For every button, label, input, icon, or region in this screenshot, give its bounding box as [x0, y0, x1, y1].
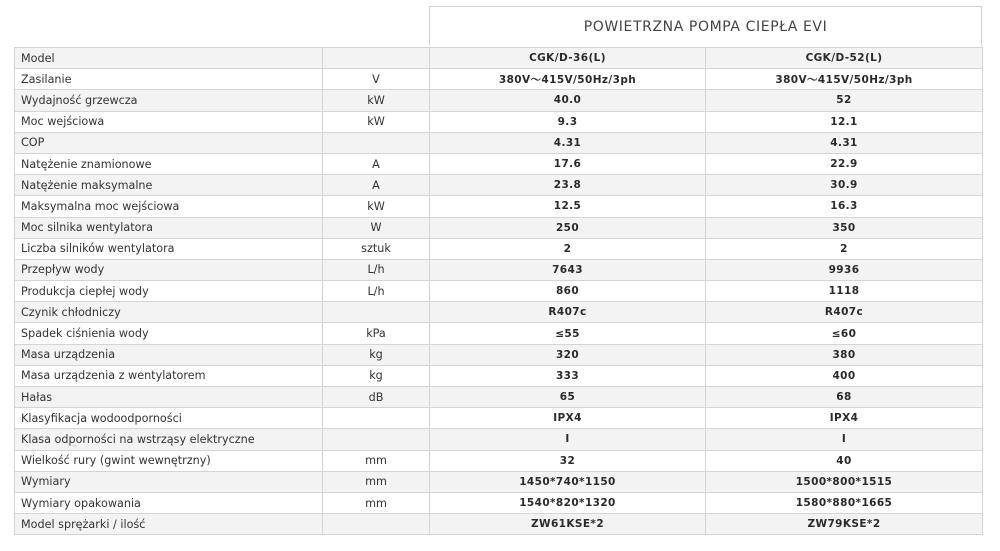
- model-2-value-cell: 12.1: [706, 111, 983, 132]
- model-2-value-cell: 380V～415V/50Hz/3ph: [706, 69, 983, 90]
- model-1-value-cell: 7643: [430, 259, 706, 280]
- model-2-value-cell: 52: [706, 90, 983, 111]
- table-row: [15, 408, 983, 429]
- param-name-cell: Natężenie znamionowe: [15, 153, 323, 174]
- unit-cell: kW: [323, 196, 430, 217]
- model-1-value-cell: 9.3: [430, 111, 706, 132]
- unit-cell: kW: [323, 111, 430, 132]
- model-1-value-cell: I: [430, 429, 706, 450]
- unit-cell: dB: [323, 387, 430, 408]
- model-1-value-cell: 1540*820*1320: [430, 492, 706, 513]
- unit-cell: [323, 302, 430, 323]
- model-1-value-cell: 4.31: [430, 132, 706, 153]
- table-row: [15, 471, 983, 492]
- table-row: [15, 429, 983, 450]
- unit-cell: mm: [323, 471, 430, 492]
- param-name-cell: Maksymalna moc wejściowa: [15, 196, 323, 217]
- model-1-value-cell: CGK/D-36(L): [430, 48, 706, 69]
- model-1-value-cell: 860: [430, 281, 706, 302]
- model-2-value-cell: 380: [706, 344, 983, 365]
- table-row: [15, 69, 983, 90]
- param-name-cell: Przepływ wody: [15, 259, 323, 280]
- param-name-cell: Klasa odporności na wstrząsy elektryczne: [15, 429, 323, 450]
- table-row: [15, 259, 983, 280]
- model-2-value-cell: 22.9: [706, 153, 983, 174]
- model-1-value-cell: 333: [430, 365, 706, 386]
- param-name-cell: Spadek ciśnienia wody: [15, 323, 323, 344]
- model-2-value-cell: 1500*800*1515: [706, 471, 983, 492]
- model-1-value-cell: 380V～415V/50Hz/3ph: [430, 69, 706, 90]
- unit-cell: mm: [323, 492, 430, 513]
- table-row: [15, 111, 983, 132]
- model-2-value-cell: 2: [706, 238, 983, 259]
- model-1-value-cell: 12.5: [430, 196, 706, 217]
- table-row: [15, 344, 983, 365]
- table-row: [15, 492, 983, 513]
- model-1-value-cell: IPX4: [430, 408, 706, 429]
- unit-cell: [323, 408, 430, 429]
- param-name-cell: Model: [15, 48, 323, 69]
- param-name-cell: Hałas: [15, 387, 323, 408]
- table-row: [15, 323, 983, 344]
- model-1-value-cell: 65: [430, 387, 706, 408]
- param-name-cell: Wymiary: [15, 471, 323, 492]
- spec-table: [14, 47, 983, 535]
- table-row: [15, 153, 983, 174]
- table-row: [15, 387, 983, 408]
- model-2-value-cell: 40: [706, 450, 983, 471]
- model-1-value-cell: 40.0: [430, 90, 706, 111]
- unit-cell: kg: [323, 344, 430, 365]
- model-2-value-cell: CGK/D-52(L): [706, 48, 983, 69]
- param-name-cell: Model sprężarki / ilość: [15, 514, 323, 535]
- table-row: [15, 281, 983, 302]
- model-1-value-cell: 250: [430, 217, 706, 238]
- unit-cell: mm: [323, 450, 430, 471]
- model-1-value-cell: ≤55: [430, 323, 706, 344]
- unit-cell: W: [323, 217, 430, 238]
- table-row: [15, 175, 983, 196]
- param-name-cell: Klasyfikacja wodoodporności: [15, 408, 323, 429]
- param-name-cell: Moc wejściowa: [15, 111, 323, 132]
- model-1-value-cell: 2: [430, 238, 706, 259]
- unit-cell: kPa: [323, 323, 430, 344]
- param-name-cell: Masa urządzenia z wentylatorem: [15, 365, 323, 386]
- table-row: [15, 514, 983, 535]
- unit-cell: A: [323, 153, 430, 174]
- model-2-value-cell: ZW79KSE*2: [706, 514, 983, 535]
- param-name-cell: Liczba silników wentylatora: [15, 238, 323, 259]
- model-2-value-cell: 30.9: [706, 175, 983, 196]
- table-row: [15, 302, 983, 323]
- model-2-value-cell: 350: [706, 217, 983, 238]
- table-title: POWIETRZNA POMPA CIEPŁA EVI: [429, 6, 982, 46]
- model-2-value-cell: ≤60: [706, 323, 983, 344]
- unit-cell: L/h: [323, 281, 430, 302]
- model-2-value-cell: 400: [706, 365, 983, 386]
- model-2-value-cell: 9936: [706, 259, 983, 280]
- model-2-value-cell: I: [706, 429, 983, 450]
- table-row: [15, 450, 983, 471]
- model-1-value-cell: 17.6: [430, 153, 706, 174]
- model-1-value-cell: 320: [430, 344, 706, 365]
- model-2-value-cell: 16.3: [706, 196, 983, 217]
- unit-cell: [323, 429, 430, 450]
- param-name-cell: Moc silnika wentylatora: [15, 217, 323, 238]
- model-2-value-cell: 4.31: [706, 132, 983, 153]
- table-row: [15, 90, 983, 111]
- param-name-cell: Masa urządzenia: [15, 344, 323, 365]
- param-name-cell: Produkcja ciepłej wody: [15, 281, 323, 302]
- model-1-value-cell: 1450*740*1150: [430, 471, 706, 492]
- unit-cell: A: [323, 175, 430, 196]
- param-name-cell: Czynik chłodniczy: [15, 302, 323, 323]
- table-row: [15, 365, 983, 386]
- unit-cell: V: [323, 69, 430, 90]
- table-row: [15, 217, 983, 238]
- unit-cell: [323, 48, 430, 69]
- param-name-cell: Natężenie maksymalne: [15, 175, 323, 196]
- model-1-value-cell: 23.8: [430, 175, 706, 196]
- param-name-cell: COP: [15, 132, 323, 153]
- table-row: [15, 196, 983, 217]
- model-2-value-cell: 68: [706, 387, 983, 408]
- table-row: [15, 238, 983, 259]
- param-name-cell: Zasilanie: [15, 69, 323, 90]
- table-row: [15, 132, 983, 153]
- unit-cell: sztuk: [323, 238, 430, 259]
- unit-cell: [323, 514, 430, 535]
- param-name-cell: Wielkość rury (gwint wewnętrzny): [15, 450, 323, 471]
- model-2-value-cell: 1118: [706, 281, 983, 302]
- model-1-value-cell: R407c: [430, 302, 706, 323]
- unit-cell: [323, 132, 430, 153]
- unit-cell: kg: [323, 365, 430, 386]
- unit-cell: L/h: [323, 259, 430, 280]
- unit-cell: kW: [323, 90, 430, 111]
- table-row: [15, 48, 983, 69]
- param-name-cell: Wydajność grzewcza: [15, 90, 323, 111]
- model-1-value-cell: 32: [430, 450, 706, 471]
- model-2-value-cell: 1580*880*1665: [706, 492, 983, 513]
- param-name-cell: Wymiary opakowania: [15, 492, 323, 513]
- model-2-value-cell: IPX4: [706, 408, 983, 429]
- model-2-value-cell: R407c: [706, 302, 983, 323]
- model-1-value-cell: ZW61KSE*2: [430, 514, 706, 535]
